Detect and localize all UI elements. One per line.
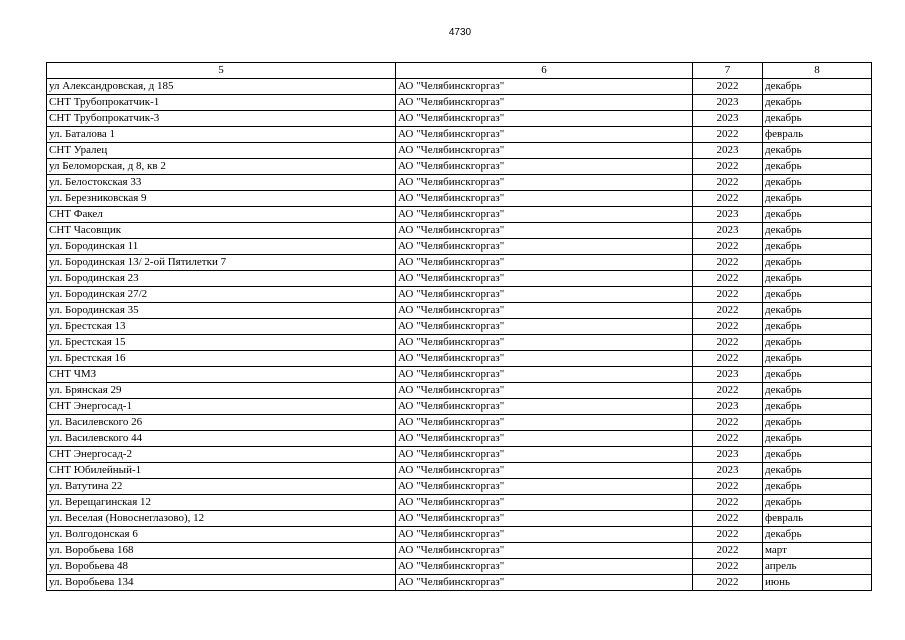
cell-organization: АО "Челябинскгоргаз": [396, 223, 693, 239]
cell-year: 2023: [693, 223, 763, 239]
table-row: [47, 223, 872, 239]
cell-year: 2023: [693, 95, 763, 111]
cell-year: 2022: [693, 287, 763, 303]
cell-month: декабрь: [763, 239, 872, 255]
cell-month: декабрь: [763, 319, 872, 335]
cell-address: ул. Брестская 16: [47, 351, 396, 367]
cell-address: ул. Бородинская 27/2: [47, 287, 396, 303]
cell-address: СНТ ЧМЗ: [47, 367, 396, 383]
table-row: [47, 191, 872, 207]
cell-address: ул. Брянская 29: [47, 383, 396, 399]
cell-address: ул. Ватутина 22: [47, 479, 396, 495]
cell-month: декабрь: [763, 287, 872, 303]
cell-organization: АО "Челябинскгоргаз": [396, 463, 693, 479]
cell-address: ул. Воробьева 48: [47, 559, 396, 575]
cell-month: декабрь: [763, 415, 872, 431]
cell-month: декабрь: [763, 191, 872, 207]
cell-year: 2022: [693, 303, 763, 319]
cell-organization: АО "Челябинскгоргаз": [396, 143, 693, 159]
table-row: [47, 383, 872, 399]
cell-address: ул. Воробьева 134: [47, 575, 396, 591]
table-row: [47, 319, 872, 335]
cell-organization: АО "Челябинскгоргаз": [396, 367, 693, 383]
cell-address: СНТ Трубопрокатчик-3: [47, 111, 396, 127]
gasification-schedule-table: [46, 62, 872, 591]
cell-address: ул. Березниковская 9: [47, 191, 396, 207]
cell-year: 2022: [693, 495, 763, 511]
cell-year: 2022: [693, 479, 763, 495]
table-row: [47, 287, 872, 303]
cell-address: ул. Верещагинская 12: [47, 495, 396, 511]
table-row: [47, 431, 872, 447]
table-row: [47, 95, 872, 111]
table-header-row: [47, 63, 872, 79]
cell-year: 2022: [693, 319, 763, 335]
table-row: [47, 415, 872, 431]
cell-month: декабрь: [763, 495, 872, 511]
cell-address: ул Александровская, д 185: [47, 79, 396, 95]
cell-month: декабрь: [763, 255, 872, 271]
table-row: [47, 79, 872, 95]
cell-year: 2023: [693, 463, 763, 479]
cell-month: декабрь: [763, 159, 872, 175]
cell-address: ул. Бородинская 11: [47, 239, 396, 255]
page-number: 4730: [448, 27, 472, 38]
table-row: [47, 575, 872, 591]
cell-year: 2022: [693, 255, 763, 271]
cell-address: СНТ Факел: [47, 207, 396, 223]
cell-month: февраль: [763, 511, 872, 527]
cell-address: СНТ Юбилейный-1: [47, 463, 396, 479]
cell-year: 2022: [693, 175, 763, 191]
table-row: [47, 367, 872, 383]
cell-organization: АО "Челябинскгоргаз": [396, 351, 693, 367]
cell-month: декабрь: [763, 479, 872, 495]
cell-organization: АО "Челябинскгоргаз": [396, 319, 693, 335]
cell-year: 2023: [693, 111, 763, 127]
cell-organization: АО "Челябинскгоргаз": [396, 431, 693, 447]
cell-month: апрель: [763, 559, 872, 575]
cell-organization: АО "Челябинскгоргаз": [396, 303, 693, 319]
cell-month: март: [763, 543, 872, 559]
cell-month: декабрь: [763, 95, 872, 111]
table-body: [47, 79, 872, 591]
cell-organization: АО "Челябинскгоргаз": [396, 511, 693, 527]
table-row: [47, 175, 872, 191]
cell-organization: АО "Челябинскгоргаз": [396, 111, 693, 127]
cell-address: ул. Брестская 15: [47, 335, 396, 351]
cell-organization: АО "Челябинскгоргаз": [396, 335, 693, 351]
cell-month: декабрь: [763, 431, 872, 447]
cell-address: ул. Василевского 26: [47, 415, 396, 431]
cell-address: СНТ Энергосад-2: [47, 447, 396, 463]
cell-month: декабрь: [763, 463, 872, 479]
cell-organization: АО "Челябинскгоргаз": [396, 575, 693, 591]
cell-organization: АО "Челябинскгоргаз": [396, 383, 693, 399]
cell-address: ул. Бородинская 13/ 2-ой Пятилетки 7: [47, 255, 396, 271]
table-row: [47, 111, 872, 127]
cell-year: 2022: [693, 191, 763, 207]
table-row: [47, 447, 872, 463]
cell-year: 2022: [693, 415, 763, 431]
cell-year: 2022: [693, 351, 763, 367]
cell-month: декабрь: [763, 111, 872, 127]
table-row: [47, 255, 872, 271]
column-header-month: 8: [763, 63, 872, 79]
cell-organization: АО "Челябинскгоргаз": [396, 495, 693, 511]
cell-year: 2022: [693, 543, 763, 559]
cell-organization: АО "Челябинскгоргаз": [396, 287, 693, 303]
cell-address: ул. Бородинская 35: [47, 303, 396, 319]
cell-year: 2023: [693, 367, 763, 383]
cell-year: 2022: [693, 127, 763, 143]
cell-organization: АО "Челябинскгоргаз": [396, 543, 693, 559]
cell-year: 2022: [693, 575, 763, 591]
cell-month: декабрь: [763, 399, 872, 415]
cell-organization: АО "Челябинскгоргаз": [396, 175, 693, 191]
cell-year: 2022: [693, 511, 763, 527]
column-header-organization: 6: [396, 63, 693, 79]
cell-year: 2022: [693, 527, 763, 543]
cell-month: февраль: [763, 127, 872, 143]
cell-year: 2022: [693, 559, 763, 575]
cell-year: 2023: [693, 207, 763, 223]
cell-organization: АО "Челябинскгоргаз": [396, 415, 693, 431]
cell-address: СНТ Уралец: [47, 143, 396, 159]
table-row: [47, 527, 872, 543]
cell-address: ул. Воробьева 168: [47, 543, 396, 559]
cell-organization: АО "Челябинскгоргаз": [396, 559, 693, 575]
cell-year: 2022: [693, 239, 763, 255]
cell-organization: АО "Челябинскгоргаз": [396, 79, 693, 95]
cell-month: декабрь: [763, 207, 872, 223]
table-row: [47, 559, 872, 575]
table-row: [47, 239, 872, 255]
cell-address: ул. Бородинская 23: [47, 271, 396, 287]
cell-address: ул. Белостокская 33: [47, 175, 396, 191]
cell-month: июнь: [763, 575, 872, 591]
cell-organization: АО "Челябинскгоргаз": [396, 447, 693, 463]
cell-year: 2022: [693, 79, 763, 95]
cell-year: 2023: [693, 399, 763, 415]
cell-address: ул. Веселая (Новоснеглазово), 12: [47, 511, 396, 527]
cell-month: декабрь: [763, 271, 872, 287]
table-row: [47, 495, 872, 511]
cell-month: декабрь: [763, 447, 872, 463]
table-row: [47, 463, 872, 479]
cell-organization: АО "Челябинскгоргаз": [396, 159, 693, 175]
table-row: [47, 335, 872, 351]
cell-month: декабрь: [763, 351, 872, 367]
cell-year: 2022: [693, 431, 763, 447]
table-row: [47, 351, 872, 367]
cell-address: ул. Волгодонская 6: [47, 527, 396, 543]
table-row: [47, 479, 872, 495]
cell-month: декабрь: [763, 303, 872, 319]
cell-address: СНТ Трубопрокатчик-1: [47, 95, 396, 111]
cell-organization: АО "Челябинскгоргаз": [396, 479, 693, 495]
cell-month: декабрь: [763, 175, 872, 191]
cell-address: СНТ Энергосад-1: [47, 399, 396, 415]
cell-month: декабрь: [763, 367, 872, 383]
cell-organization: АО "Челябинскгоргаз": [396, 399, 693, 415]
cell-organization: АО "Челябинскгоргаз": [396, 527, 693, 543]
cell-address: ул. Баталова 1: [47, 127, 396, 143]
table-row: [47, 159, 872, 175]
table-row: [47, 303, 872, 319]
cell-month: декабрь: [763, 223, 872, 239]
cell-month: декабрь: [763, 335, 872, 351]
cell-organization: АО "Челябинскгоргаз": [396, 191, 693, 207]
cell-year: 2022: [693, 335, 763, 351]
cell-organization: АО "Челябинскгоргаз": [396, 239, 693, 255]
table-row: [47, 207, 872, 223]
cell-address: СНТ Часовщик: [47, 223, 396, 239]
table-row: [47, 543, 872, 559]
cell-organization: АО "Челябинскгоргаз": [396, 95, 693, 111]
table-row: [47, 127, 872, 143]
table-row: [47, 511, 872, 527]
cell-organization: АО "Челябинскгоргаз": [396, 255, 693, 271]
table-row: [47, 271, 872, 287]
column-header-address: 5: [47, 63, 396, 79]
cell-year: 2023: [693, 447, 763, 463]
cell-month: декабрь: [763, 383, 872, 399]
column-header-year: 7: [693, 63, 763, 79]
cell-organization: АО "Челябинскгоргаз": [396, 207, 693, 223]
table-row: [47, 399, 872, 415]
cell-year: 2022: [693, 383, 763, 399]
cell-month: декабрь: [763, 79, 872, 95]
table-row: [47, 143, 872, 159]
cell-address: ул. Брестская 13: [47, 319, 396, 335]
cell-month: декабрь: [763, 527, 872, 543]
cell-organization: АО "Челябинскгоргаз": [396, 271, 693, 287]
cell-year: 2022: [693, 159, 763, 175]
cell-year: 2022: [693, 271, 763, 287]
cell-address: ул. Василевского 44: [47, 431, 396, 447]
cell-month: декабрь: [763, 143, 872, 159]
cell-year: 2023: [693, 143, 763, 159]
cell-address: ул Беломорская, д 8, кв 2: [47, 159, 396, 175]
cell-organization: АО "Челябинскгоргаз": [396, 127, 693, 143]
